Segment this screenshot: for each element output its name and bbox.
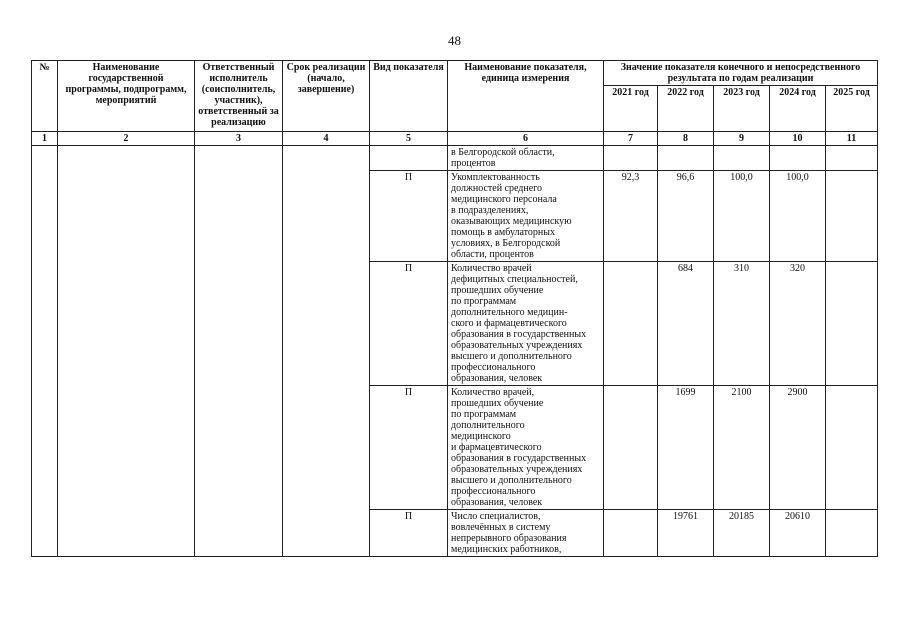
column-number: 9 xyxy=(714,132,770,146)
column-number: 6 xyxy=(448,132,604,146)
cell-indicator: Число специалистов, вовлечённых в систему непрерывного образования медицинских работников, xyxy=(448,510,604,557)
cell-value xyxy=(604,262,658,386)
cell-type: П xyxy=(370,171,448,262)
header-row xyxy=(32,61,878,86)
cell-indicator: в Белгородской области, процентов xyxy=(448,146,604,171)
cell-value: 100,0 xyxy=(714,171,770,262)
header-no: № xyxy=(32,61,58,132)
column-number: 8 xyxy=(658,132,714,146)
cell-value: 100,0 xyxy=(770,171,826,262)
column-number: 11 xyxy=(826,132,878,146)
cell-type: П xyxy=(370,386,448,510)
column-number: 10 xyxy=(770,132,826,146)
cell-value xyxy=(826,386,878,510)
column-number: 1 xyxy=(32,132,58,146)
header-year: 2024 год xyxy=(770,86,826,132)
cell-value xyxy=(714,146,770,171)
cell-value: 19761 xyxy=(658,510,714,557)
table-row xyxy=(32,146,878,171)
header-year: 2023 год xyxy=(714,86,770,132)
cell-type: П xyxy=(370,262,448,386)
header-year: 2022 год xyxy=(658,86,714,132)
column-number: 2 xyxy=(58,132,195,146)
cell-value xyxy=(604,510,658,557)
cell-responsible xyxy=(195,146,283,557)
cell-value: 96,6 xyxy=(658,171,714,262)
cell-period xyxy=(283,146,370,557)
header-indicator: Наименование показателя, единица измерения xyxy=(448,61,604,132)
header-name: Наименование государственной программы, подпрограмм, мероприятий xyxy=(58,61,195,132)
column-number: 5 xyxy=(370,132,448,146)
cell-value: 92,3 xyxy=(604,171,658,262)
cell-value xyxy=(826,146,878,171)
cell-value: 310 xyxy=(714,262,770,386)
cell-value: 2100 xyxy=(714,386,770,510)
cell-type xyxy=(370,146,448,171)
header-year: 2025 год xyxy=(826,86,878,132)
column-number: 4 xyxy=(283,132,370,146)
header-responsible: Ответственный исполнитель (соисполнитель, участник), ответственный за реализацию xyxy=(195,61,283,132)
cell-value: 1699 xyxy=(658,386,714,510)
indicators-table xyxy=(31,60,878,557)
cell-value: 20185 xyxy=(714,510,770,557)
cell-indicator: Количество врачей, прошедших обучение по программам дополнительного медицинского и фармацевтического образования в государственных образовательных учреждениях высшего и дополнительного профессионального образования, человек xyxy=(448,386,604,510)
page-number: 48 xyxy=(448,33,461,48)
cell-value: 320 xyxy=(770,262,826,386)
cell-value: 20610 xyxy=(770,510,826,557)
cell-indicator: Количество врачей дефицитных специальностей, прошедших обучение по программам дополнительного медицин- ского и фармацевтического образования в государственных образовательных учреждениях высшего и дополнительного профессионального образования, человек xyxy=(448,262,604,386)
header-period: Срок реализации (начало, завершение) xyxy=(283,61,370,132)
header-year: 2021 год xyxy=(604,86,658,132)
cell-value xyxy=(770,146,826,171)
cell-value: 684 xyxy=(658,262,714,386)
cell-value: 2900 xyxy=(770,386,826,510)
cell-type: П xyxy=(370,510,448,557)
cell-value xyxy=(826,262,878,386)
column-number: 3 xyxy=(195,132,283,146)
column-number-row xyxy=(32,132,878,146)
header-values-group: Значение показателя конечного и непосредственного результата по годам реализации xyxy=(604,61,878,86)
cell-name xyxy=(58,146,195,557)
header-type: Вид показателя xyxy=(370,61,448,132)
cell-indicator: Укомплектованность должностей среднего медицинского персонала в подразделениях, оказывающих медицинскую помощь в амбулаторных условиях, в Белгородской области, процентов xyxy=(448,171,604,262)
cell-value xyxy=(826,171,878,262)
cell-value xyxy=(604,386,658,510)
cell-value xyxy=(604,146,658,171)
cell-no xyxy=(32,146,58,557)
cell-value xyxy=(826,510,878,557)
cell-value xyxy=(658,146,714,171)
column-number: 7 xyxy=(604,132,658,146)
